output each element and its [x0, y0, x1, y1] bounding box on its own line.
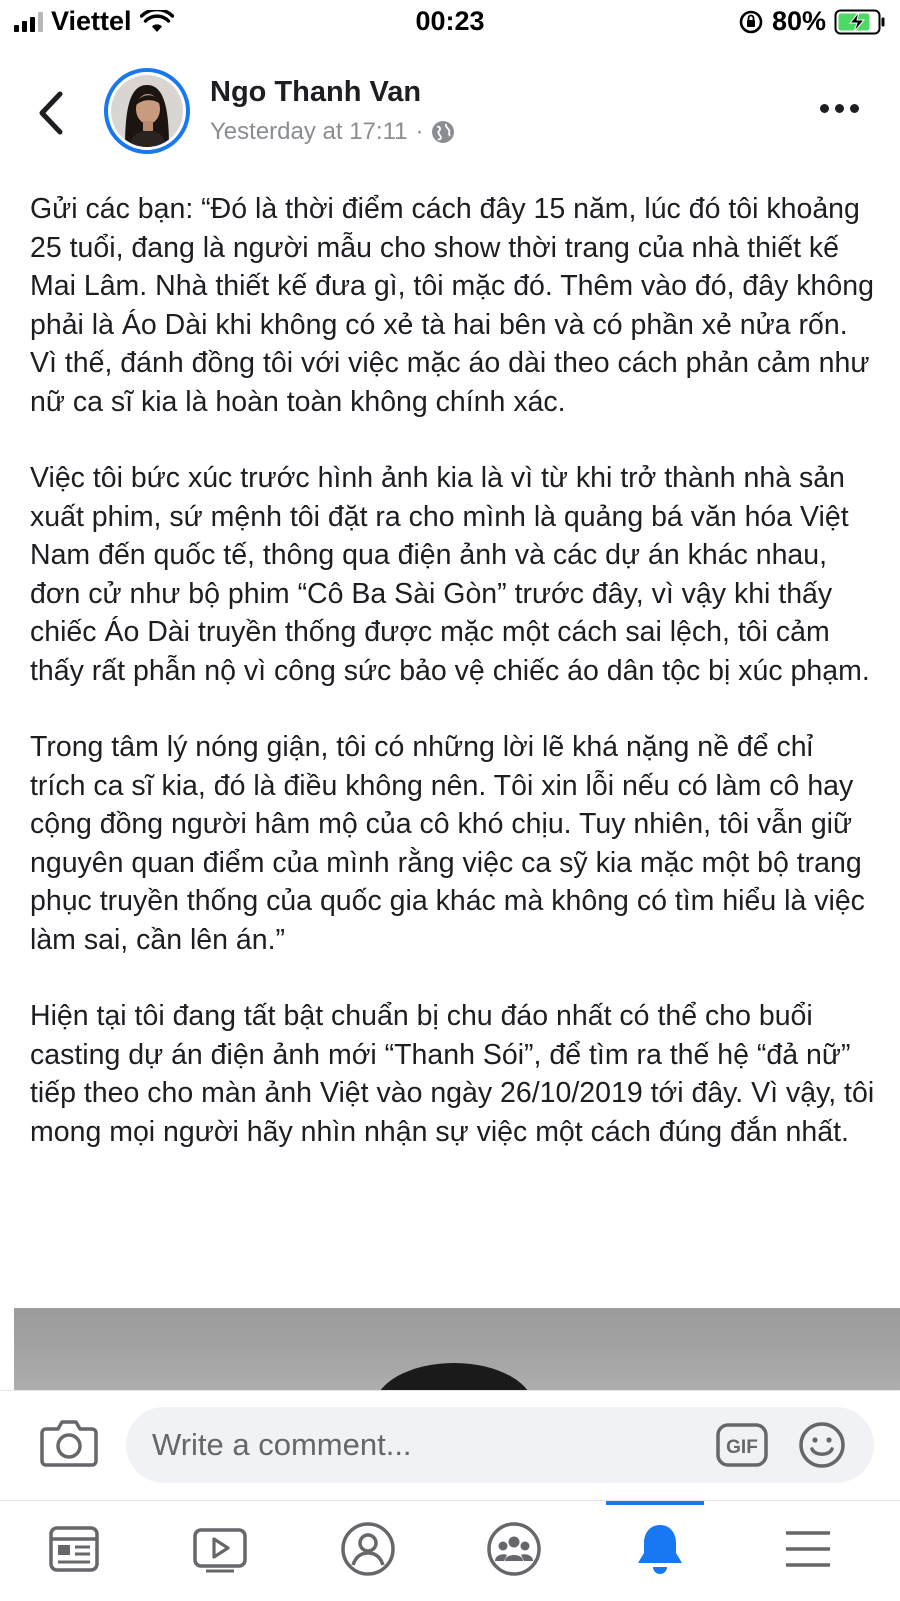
- news-feed-icon: [48, 1525, 100, 1573]
- dot: [835, 104, 844, 113]
- camera-icon[interactable]: [40, 1417, 98, 1467]
- nav-watch[interactable]: [190, 1519, 250, 1579]
- gif-label: GIF: [726, 1437, 758, 1458]
- bottom-navigation: [0, 1500, 900, 1601]
- comment-input[interactable]: [152, 1407, 672, 1483]
- watch-icon: [192, 1525, 248, 1573]
- bell-icon: [634, 1521, 686, 1577]
- gif-icon[interactable]: [716, 1423, 768, 1467]
- author-name[interactable]: Ngo Thanh Van: [210, 76, 422, 108]
- hamburger-menu-icon: [784, 1527, 832, 1571]
- meta-separator: ·: [415, 118, 424, 145]
- globe-icon: [431, 120, 455, 144]
- dot: [820, 104, 829, 113]
- post-header: [0, 66, 900, 162]
- more-options-icon[interactable]: [820, 98, 860, 118]
- groups-icon: [486, 1521, 542, 1577]
- nav-profile[interactable]: [338, 1519, 398, 1579]
- active-tab-indicator: [606, 1501, 704, 1505]
- post-paragraph: Gửi các bạn: “Đó là thời điểm cách đây 15 năm, lúc đó tôi khoảng 25 tuổi, đang là người mẫu cho show thời trang của nhà thiết kế Mai Lâm. Nhà thiết kế đưa gì, tôi mặc đó. Thêm vào đó, đây không phải là Áo Dài khi không có xẻ tà hai bên và có phần xẻ nửa rốn. Vì thế, đánh đồng tôi với việc mặc áo dài theo cách phản cảm như nữ ca sĩ kia là hoàn toàn không chính xác.: [30, 193, 874, 418]
- battery-charging-icon: [834, 9, 886, 35]
- emoji-icon[interactable]: [798, 1421, 846, 1469]
- nav-news-feed[interactable]: [44, 1519, 104, 1579]
- post-paragraph: Hiện tại tôi đang tất bật chuẩn bị chu đáo nhất có thể cho buổi casting dự án điện ảnh mới “Thanh Sói”, để tìm ra thế hệ “đả nữ” tiếp theo cho màn ảnh Việt vào ngày 26/10/2019 tới đây. Vì vậy, tôi mong mọi người hãy nhìn nhận sự việc một cách đúng đắn nhất.: [30, 1000, 875, 1148]
- nav-notifications[interactable]: [630, 1519, 690, 1579]
- post-paragraph: Trong tâm lý nóng giận, tôi có những lời lẽ khá nặng nề để chỉ trích ca sĩ kia, đó là điều không nên. Tôi xin lỗi nếu có làm cô hay cộng đồng người hâm mộ của cô khó chịu. Tuy nhiên, tôi vẫn giữ nguyên quan điểm của mình rằng việc ca sỹ kia mặc một bộ trang phục truyền thống của quốc gia khác mà không có tìm hiểu là việc làm sai, cần lên án.”: [30, 731, 865, 956]
- gif-icon-frame: [716, 1423, 768, 1467]
- avatar-photo: [111, 75, 183, 147]
- profile-icon: [340, 1521, 396, 1577]
- carrier-name: Viettel: [51, 6, 132, 36]
- post-timestamp[interactable]: Yesterday at 17:11: [210, 118, 408, 145]
- status-bar: [0, 0, 900, 44]
- author-avatar[interactable]: [104, 68, 190, 154]
- status-time: 00:23: [415, 6, 485, 36]
- comment-field[interactable]: [126, 1407, 874, 1483]
- post-paragraph: Việc tôi bức xúc trước hình ảnh kia là vì từ khi trở thành nhà sản xuất phim, sứ mệnh tôi đặt ra cho mình là quảng bá văn hóa Việt Nam đến quốc tế, thông qua điện ảnh và các dự án khác nhau, đơn cử như bộ phim “Cô Ba Sài Gòn” trước đây, vì vậy khi thấy chiếc Áo Dài truyền thống được mặc một cách sai lệch, tôi cảm thấy rất phẫn nộ vì công sức bảo vệ chiếc áo dân tộc bị xúc phạm.: [30, 462, 870, 687]
- comment-bar: [0, 1390, 900, 1501]
- post-body: [30, 190, 875, 1189]
- rotation-lock-icon: [738, 9, 764, 35]
- post-meta: [210, 118, 455, 146]
- nav-groups[interactable]: [484, 1519, 544, 1579]
- dot: [850, 104, 859, 113]
- battery-percentage: 80%: [771, 6, 826, 36]
- status-right: [738, 6, 886, 37]
- nav-menu[interactable]: [778, 1519, 838, 1579]
- back-arrow-icon[interactable]: [30, 86, 74, 140]
